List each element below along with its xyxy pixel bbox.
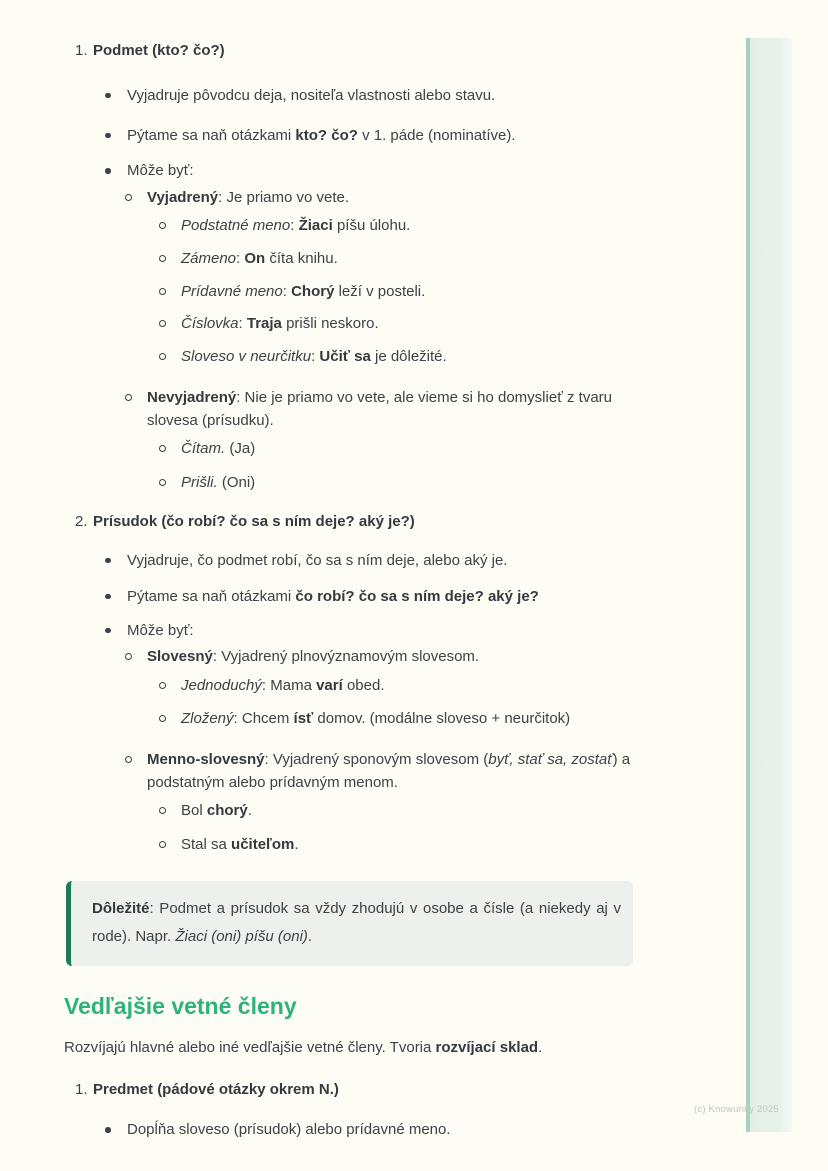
list-item-text: [127, 586, 539, 609]
list-item-text: [181, 313, 379, 336]
bullet-circle-icon: [159, 800, 181, 814]
list-item-text: [181, 438, 255, 461]
section-heading: Vedľajšie vetné členy: [64, 992, 297, 1019]
list-item-text: [181, 248, 338, 271]
document-page: [0, 40, 760, 1142]
bullet-disc-icon: [105, 160, 127, 174]
text-segment: Podmet (kto? čo?): [93, 42, 225, 59]
text-segment: Nevyjadrený: [147, 388, 237, 406]
list-item-text: [127, 620, 193, 643]
list-item-text: [181, 708, 570, 731]
text-segment: Vyjadruje pôvodcu deja, nositeľa vlastnosti alebo stavu.: [127, 86, 496, 104]
text-segment: Žiaci: [298, 216, 333, 234]
bullet-circle-icon: [159, 281, 181, 295]
list-item-text: [127, 1119, 451, 1142]
text-segment: On: [244, 249, 266, 267]
list-item: [159, 438, 760, 461]
list-item: [125, 749, 760, 795]
text-segment: Predmet (pádové otázky okrem N.): [93, 1081, 339, 1099]
text-segment: kto? čo?: [295, 126, 358, 144]
text-segment: .: [307, 928, 313, 946]
list-item: [105, 85, 760, 108]
text-segment: : Vyjadrený plnovýznamovým slovesom.: [212, 648, 480, 666]
list-item: [105, 1119, 760, 1142]
list-item: [159, 215, 760, 238]
list-item-text: [93, 1079, 339, 1102]
text-segment: Prišli.: [181, 474, 218, 492]
text-segment: chorý: [206, 802, 248, 820]
list-item-text: [147, 387, 631, 433]
text-segment: Zložený: [181, 709, 234, 727]
text-segment: .: [247, 802, 252, 820]
list-item: [105, 160, 760, 183]
text-segment: Traja: [246, 315, 282, 333]
text-segment: :: [236, 249, 245, 267]
text-segment: domov. (modálne sloveso + neurčitok): [313, 709, 571, 727]
list-item-text: [147, 749, 631, 795]
bullet-circle-icon: [159, 346, 181, 360]
list-item-text: [147, 187, 349, 210]
list-item-text: [181, 346, 447, 369]
list-item: [159, 675, 760, 698]
text-segment: prišli neskoro.: [281, 315, 379, 333]
bullet-disc-icon: [105, 85, 127, 99]
text-segment: Vyjadrený: [147, 189, 219, 207]
text-segment: Rozvíjajú hlavné alebo iné vedľajšie vetné členy. Tvoria: [64, 1038, 436, 1056]
text-segment: leží v posteli.: [334, 282, 426, 300]
text-segment: :: [311, 348, 320, 366]
text-segment: učiteľom: [231, 836, 295, 854]
text-segment: byť, stať sa, zostať: [488, 750, 613, 768]
text-segment: .: [294, 836, 299, 854]
bullet-circle-icon: [159, 313, 181, 327]
list-item-text: [93, 40, 225, 63]
text-segment: Žiaci (oni) píšu (oni): [175, 928, 308, 946]
text-segment: Môže byť:: [127, 162, 194, 180]
list-item-text: [127, 160, 193, 183]
text-segment: rozvíjací sklad: [435, 1038, 539, 1056]
list-item-podmet: [75, 40, 760, 63]
text-segment: Jednoduchý: [181, 677, 262, 695]
watermark: (c) Knowunity 2025: [694, 1104, 779, 1115]
text-segment: : Nie je priamo vo vete, ale vieme si ho domyslieť z tvaru slovesa (prísudku).: [147, 388, 612, 429]
text-segment: :: [238, 315, 247, 333]
bullet-circle-icon: [159, 215, 181, 229]
bullet-disc-icon: [105, 550, 127, 564]
text-segment: Prísudok (čo robí? čo sa s ním deje? aký je?): [93, 513, 415, 531]
bullet-circle-icon: [125, 387, 147, 401]
list-item: [105, 125, 760, 148]
text-segment: : Chcem: [233, 709, 294, 727]
list-item: [105, 550, 760, 573]
bullet-disc-icon: [105, 586, 127, 600]
text-segment: Sloveso v neurčitku: [181, 348, 312, 366]
text-segment: číta knihu.: [265, 249, 338, 267]
list-item-predmet: [75, 1079, 760, 1102]
text-segment: Učiť sa: [319, 348, 371, 366]
bullet-circle-icon: [125, 187, 147, 201]
list-item: [125, 387, 760, 433]
bullet-circle-icon: [125, 646, 147, 660]
text-segment: Prídavné meno: [181, 282, 283, 300]
list-item-text: [127, 550, 507, 573]
list-item-text: [147, 646, 479, 669]
text-segment: : Vyjadrený sponovým slovesom (: [264, 750, 489, 768]
bullet-disc-icon: [105, 1119, 127, 1133]
text-segment: : Mama: [261, 677, 317, 695]
list-item-text: [181, 800, 252, 823]
text-segment: píšu úlohu.: [332, 216, 411, 234]
list-item-text: [127, 85, 495, 108]
text-segment: Stal sa: [181, 836, 232, 854]
bullet-circle-icon: [159, 675, 181, 689]
text-segment: ísť: [293, 709, 314, 727]
text-segment: v 1. páde (nominatíve).: [357, 126, 516, 144]
list-item-text: [181, 834, 299, 857]
list-item: [159, 834, 760, 857]
list-number: 1.: [75, 1081, 88, 1099]
text-segment: varí: [316, 677, 343, 695]
text-segment: .: [538, 1038, 543, 1056]
important-callout: [66, 881, 633, 966]
list-number: 2.: [75, 513, 88, 531]
list-item-text: [181, 472, 255, 495]
list-item-text: [181, 215, 410, 238]
text-segment: Číslovka: [181, 315, 239, 333]
text-segment: :: [290, 216, 299, 234]
list-item-prisudok: [75, 511, 760, 534]
bullet-circle-icon: [125, 749, 147, 763]
list-item-text: [181, 675, 385, 698]
text-segment: Zámeno: [181, 249, 237, 267]
bullet-disc-icon: [105, 125, 127, 139]
list-item: [105, 620, 760, 643]
text-segment: Menno-slovesný: [147, 750, 265, 768]
text-segment: Dopĺňa sloveso (prísudok) alebo prídavné meno.: [127, 1121, 451, 1139]
list-item: [159, 800, 760, 823]
text-segment: čo robí? čo sa s ním deje? aký je?: [295, 587, 539, 605]
text-segment: Bol: [181, 802, 207, 820]
intro-paragraph: [64, 1037, 644, 1060]
text-segment: (Ja): [225, 439, 256, 457]
list-item: [159, 248, 760, 271]
list-item: [159, 346, 760, 369]
text-segment: je dôležité.: [370, 348, 447, 366]
bullet-circle-icon: [159, 834, 181, 848]
text-segment: ) a podstatným alebo prídavným menom.: [147, 750, 631, 791]
text-segment: : Je priamo vo vete.: [218, 189, 350, 207]
list-item-text: [181, 281, 425, 304]
text-segment: Čítam.: [181, 439, 226, 457]
text-segment: Pýtame sa naň otázkami: [127, 126, 296, 144]
list-item: [159, 281, 760, 304]
list-number: 1.: [75, 42, 88, 59]
bullet-circle-icon: [159, 248, 181, 262]
text-segment: Slovesný: [147, 648, 213, 666]
bullet-circle-icon: [159, 438, 181, 452]
text-segment: Dôležité: [92, 899, 150, 917]
list-item: [125, 187, 760, 210]
list-item: [125, 646, 760, 669]
text-segment: Podstatné meno: [181, 216, 291, 234]
text-segment: (Oni): [217, 474, 256, 492]
list-item: [159, 472, 760, 495]
text-segment: Chorý: [291, 282, 335, 300]
text-segment: Môže byť:: [127, 621, 194, 639]
list-item: [159, 313, 760, 336]
list-item-text: [127, 125, 516, 148]
list-item-text: [93, 511, 415, 534]
text-segment: obed.: [342, 677, 385, 695]
list-item: [159, 708, 760, 731]
text-segment: Pýtame sa naň otázkami: [127, 587, 296, 605]
text-segment: : Podmet a prísudok sa vždy zhodujú v osobe a čísle (a niekedy aj v rode). Napr.: [92, 899, 621, 946]
text-segment: :: [282, 282, 292, 300]
bullet-circle-icon: [159, 472, 181, 486]
list-item: [105, 586, 760, 609]
text-segment: Vyjadruje, čo podmet robí, čo sa s ním deje, alebo aký je.: [127, 551, 508, 569]
bullet-circle-icon: [159, 708, 181, 722]
bullet-disc-icon: [105, 620, 127, 634]
